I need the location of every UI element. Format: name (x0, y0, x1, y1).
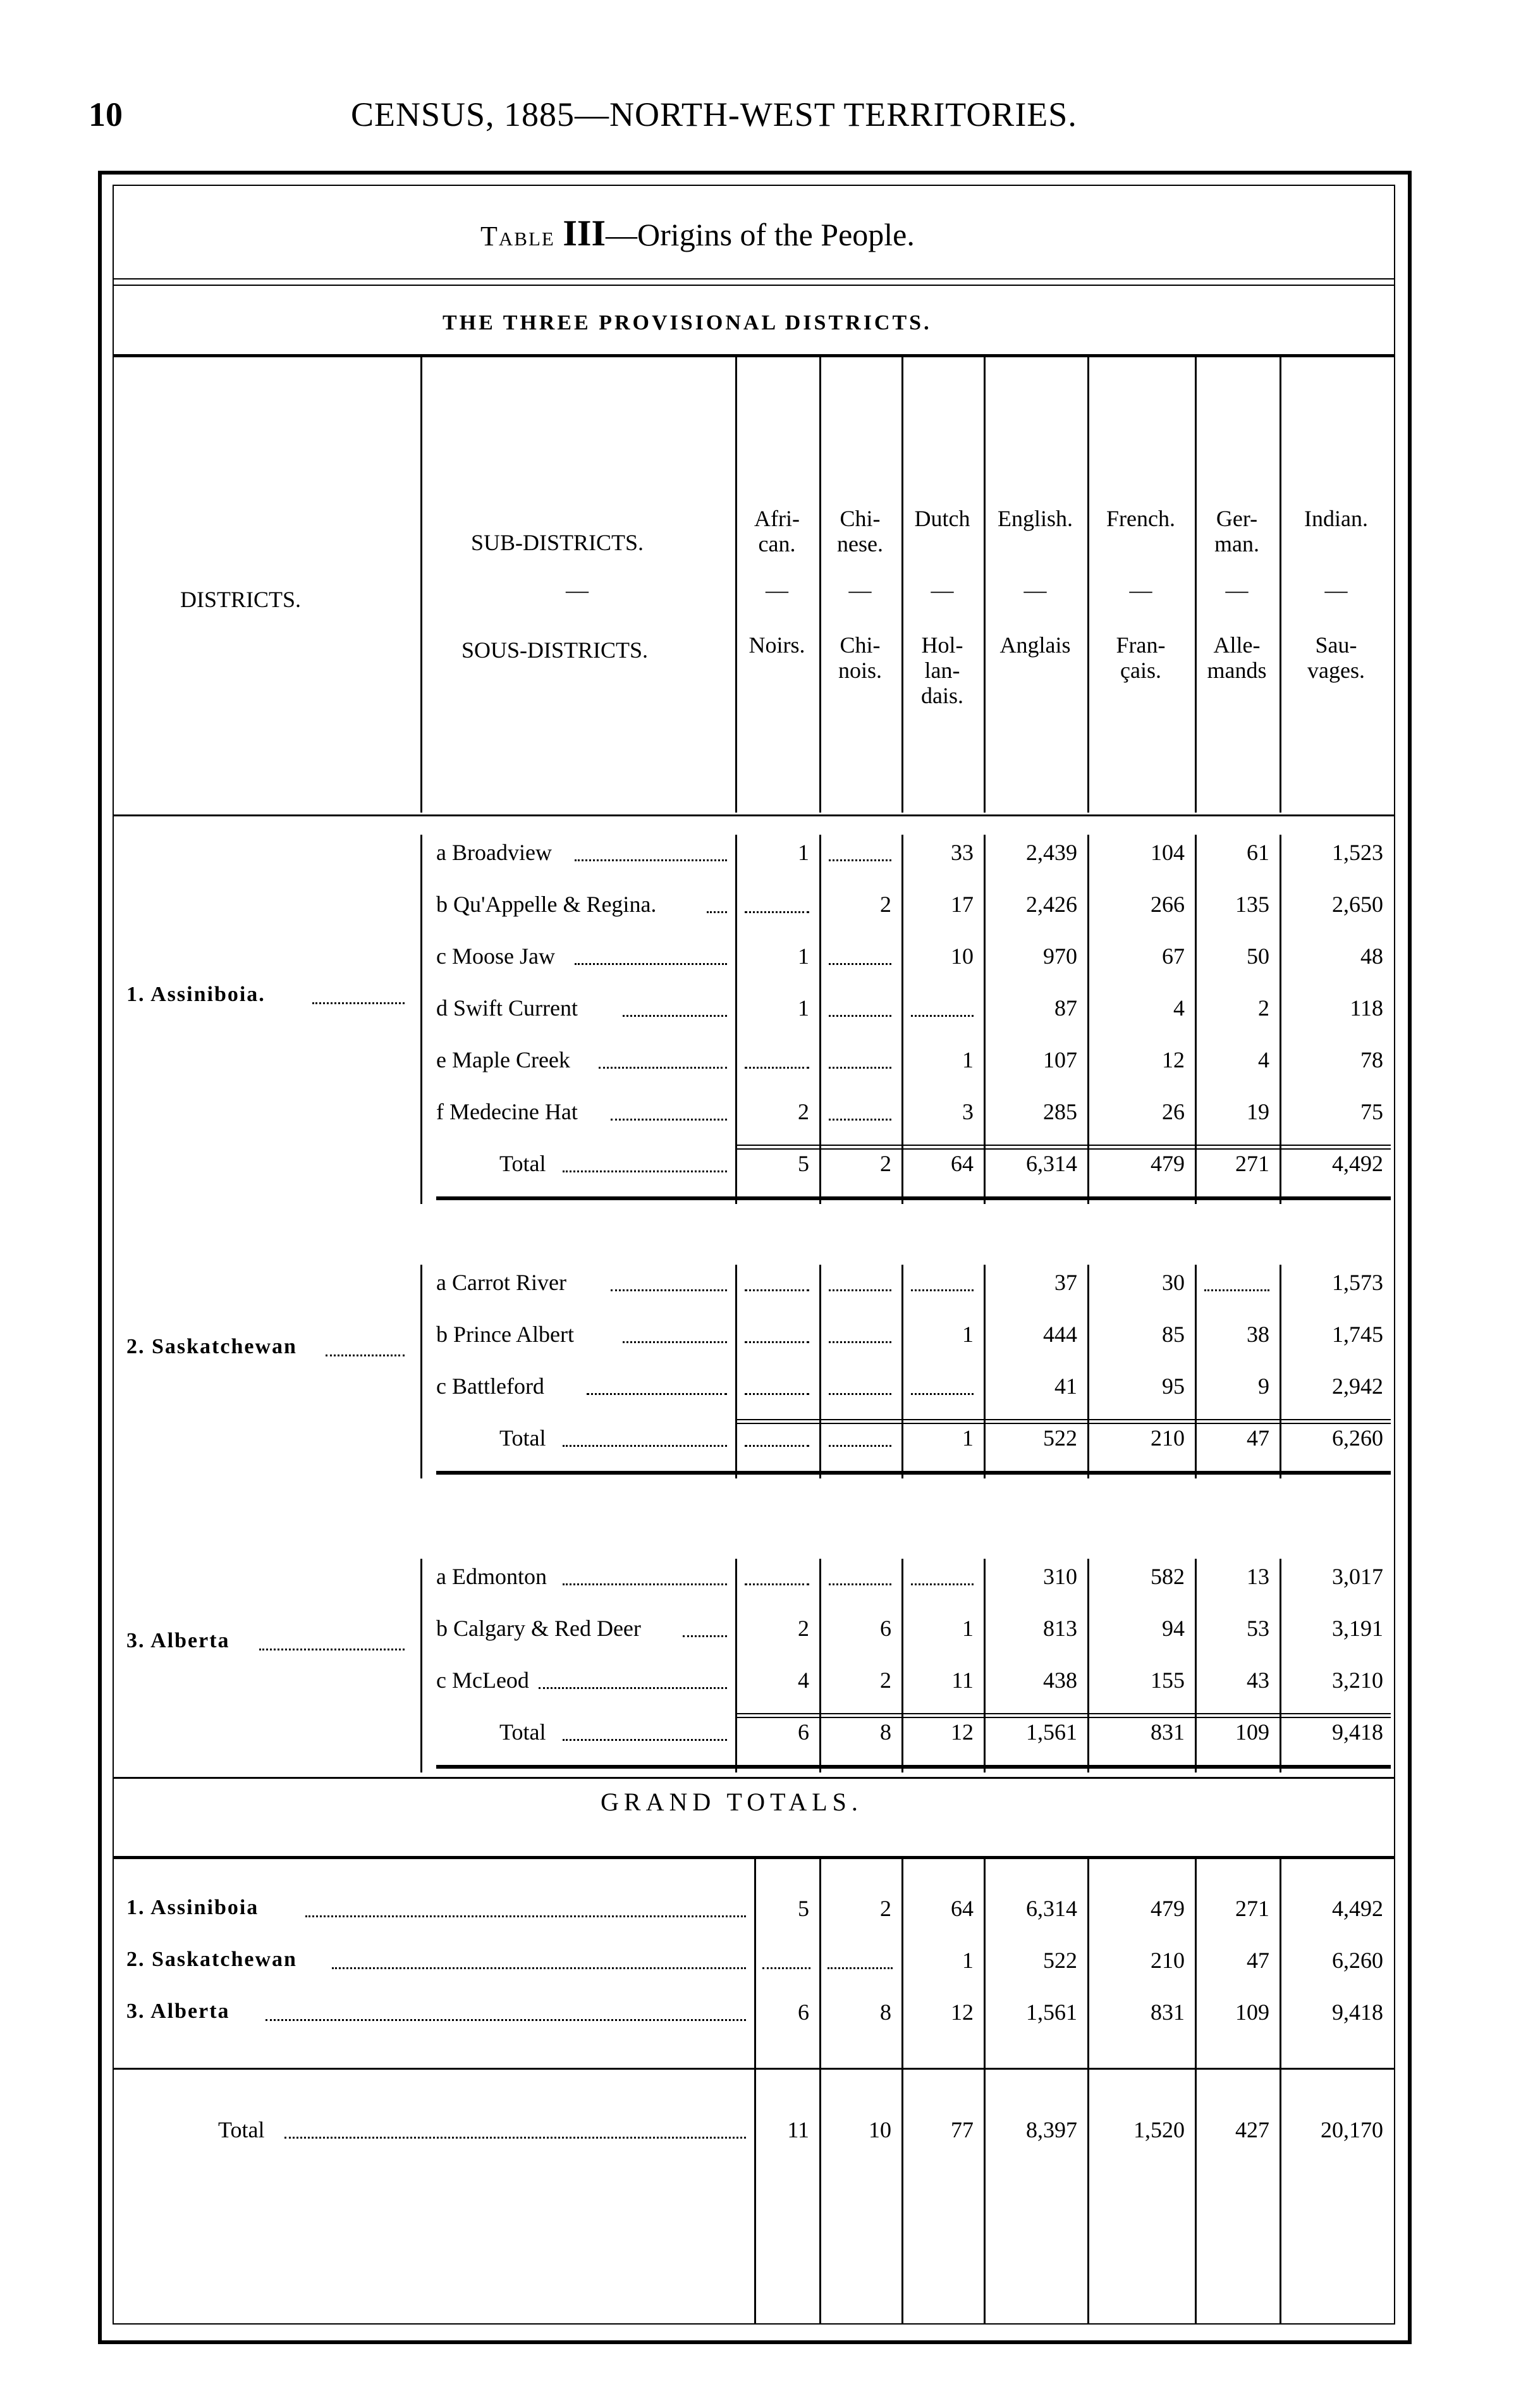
empty-cell-leader (911, 1014, 974, 1017)
grand-cell: 8 (880, 2000, 891, 2025)
empty-cell-leader (745, 1583, 809, 1585)
group-rule (436, 1196, 1391, 1200)
district-leader (326, 1354, 405, 1356)
table-cell: 438 (1043, 1668, 1077, 1693)
empty-cell-leader (829, 1583, 891, 1585)
total-leader (563, 1170, 727, 1172)
empty-cell-leader (745, 1066, 809, 1069)
table-cell: 67 (1162, 943, 1185, 969)
empty-cell-leader (828, 1967, 893, 1969)
table-cell: 13 (1247, 1564, 1269, 1589)
empty-cell-leader (829, 1066, 891, 1069)
table-cell: 970 (1043, 943, 1077, 969)
empty-cell-leader (829, 1118, 891, 1121)
col-header-dash: — (1129, 577, 1152, 603)
grand-cell: 9,418 (1332, 2000, 1383, 2025)
grand-cell: 2 (880, 1896, 891, 1921)
table-cell: 2 (880, 1151, 891, 1176)
district-brace (420, 1274, 422, 1469)
grand-cell: 1 (962, 1948, 974, 1973)
running-head: CENSUS, 1885—NORTH-WEST TERRITORIES. (351, 95, 1077, 133)
grand-column-rule (1195, 1859, 1197, 2324)
subdistrict-label: b Prince Albert (436, 1322, 574, 1347)
grand-cell: 427 (1235, 2117, 1269, 2142)
grand-cell: 831 (1151, 2000, 1185, 2025)
table-cell: 61 (1247, 840, 1269, 865)
col-header-en: Dutch (914, 506, 970, 531)
grand-cell: 64 (951, 1896, 974, 1921)
total-rule (737, 1713, 1391, 1714)
table-cell: 48 (1360, 943, 1383, 969)
table-cell: 1 (962, 1047, 974, 1072)
col-header-dash: — (1023, 577, 1047, 603)
table-cell: 1 (962, 1425, 974, 1451)
district-label: 2. Saskatchewan (126, 1335, 297, 1358)
table-cell: 1 (962, 1322, 974, 1347)
table-cell: 104 (1151, 840, 1185, 865)
table-cell: 87 (1054, 995, 1077, 1021)
col-header-fr: Fran- çais. (1116, 632, 1166, 683)
col-header-fr: Hol- lan- dais. (921, 632, 963, 708)
group-rule (436, 1765, 1391, 1769)
grand-row-label: 1. Assiniboia (126, 1896, 259, 1919)
table-cell: 8 (880, 1719, 891, 1745)
table-cell: 6,260 (1332, 1425, 1383, 1451)
empty-cell-leader (1204, 1289, 1269, 1291)
table-cell: 1,745 (1332, 1322, 1383, 1347)
subdistrict-label: b Calgary & Red Deer (436, 1616, 641, 1641)
table-title: Table III—Origins of the People. (480, 212, 915, 254)
grand-cell: 6 (798, 2000, 809, 2025)
grand-cell: 10 (869, 2117, 891, 2142)
grand-rule (113, 1856, 1395, 1859)
col-header-sub-dash: — (566, 577, 589, 603)
table-cell: 813 (1043, 1616, 1077, 1641)
empty-cell-leader (745, 1444, 809, 1447)
col-header-sub-en: SUB-DISTRICTS. (471, 530, 644, 555)
row-leader (683, 1635, 727, 1637)
empty-cell-leader (745, 1392, 809, 1395)
empty-cell-leader (829, 1341, 891, 1343)
table-cell: 53 (1247, 1616, 1269, 1641)
grand-row-label: 2. Saskatchewan (126, 1948, 297, 1971)
table-cell: 85 (1162, 1322, 1185, 1347)
table-cell: 47 (1247, 1425, 1269, 1451)
table-cell: 1,523 (1332, 840, 1383, 865)
table-cell: 64 (951, 1151, 974, 1176)
total-rule (737, 1423, 1391, 1424)
subdistrict-label: a Carrot River (436, 1270, 566, 1295)
total-leader (563, 1444, 727, 1447)
col-header-en: Indian. (1304, 506, 1368, 531)
col-header-fr: Anglais (999, 632, 1071, 658)
col-header-dash: — (1324, 577, 1348, 603)
district-leader (259, 1648, 405, 1650)
grand-cell: 479 (1151, 1896, 1185, 1921)
table-cell: 38 (1247, 1322, 1269, 1347)
empty-cell-leader (911, 1289, 974, 1291)
subdistrict-label: c Moose Jaw (436, 943, 555, 969)
col-header-districts: DISTRICTS. (180, 587, 302, 612)
table-cell: 107 (1043, 1047, 1077, 1072)
empty-cell-leader (829, 1444, 891, 1447)
total-label: Total (499, 1719, 546, 1745)
table-cell: 310 (1043, 1564, 1077, 1589)
row-leader (623, 1341, 727, 1343)
grand-cell: 20,170 (1321, 2117, 1383, 2142)
col-header-fr: Noirs. (748, 632, 805, 658)
table-cell: 2 (798, 1616, 809, 1641)
table-cell: 17 (951, 892, 974, 917)
grand-cell: 5 (798, 1896, 809, 1921)
grand-total-label: Total (218, 2117, 265, 2142)
col-header-en: French. (1106, 506, 1175, 531)
table-cell: 444 (1043, 1322, 1077, 1347)
table-cell: 479 (1151, 1151, 1185, 1176)
total-rule (737, 1148, 1391, 1150)
table-cell: 6 (880, 1616, 891, 1641)
table-cell: 3 (962, 1099, 974, 1124)
col-header-en: Afri- can. (754, 506, 800, 556)
subdistrict-label: e Maple Creek (436, 1047, 570, 1072)
col-header-dash: — (766, 577, 788, 603)
grand-row-leader (305, 1915, 746, 1917)
empty-cell-leader (745, 1341, 809, 1343)
row-leader (539, 1686, 727, 1689)
row-leader (707, 911, 727, 913)
table-cell: 266 (1151, 892, 1185, 917)
table-cell: 1 (798, 840, 809, 865)
table-cell: 43 (1247, 1668, 1269, 1693)
district-brace (420, 1568, 422, 1763)
col-header-fr: Chi- nois. (838, 632, 882, 683)
table-cell: 26 (1162, 1099, 1185, 1124)
total-rule (737, 1145, 1391, 1146)
total-label: Total (499, 1425, 546, 1451)
empty-cell-leader (829, 962, 891, 965)
col-header-en: Ger- man. (1214, 506, 1259, 556)
grand-cell: 210 (1151, 1948, 1185, 1973)
table-cell: 5 (798, 1151, 809, 1176)
row-leader (587, 1392, 727, 1395)
table-cell: 271 (1235, 1151, 1269, 1176)
table-cell: 9 (1258, 1373, 1269, 1399)
row-leader (575, 859, 727, 861)
table-cell: 118 (1350, 995, 1383, 1021)
table-subtitle: THE THREE PROVISIONAL DISTRICTS. (443, 311, 932, 335)
table-cell: 75 (1360, 1099, 1383, 1124)
table-cell: 3,210 (1332, 1668, 1383, 1693)
col-header-fr: Sau- vages. (1307, 632, 1365, 683)
table-cell: 19 (1247, 1099, 1269, 1124)
table-cell: 2 (798, 1099, 809, 1124)
empty-cell-leader (911, 1392, 974, 1395)
table-cell: 9,418 (1332, 1719, 1383, 1745)
table-cell: 210 (1151, 1425, 1185, 1451)
table-cell: 285 (1043, 1099, 1077, 1124)
table-cell: 3,191 (1332, 1616, 1383, 1641)
empty-cell-leader (911, 1583, 974, 1585)
table-cell: 4 (1258, 1047, 1269, 1072)
grand-cell: 11 (787, 2117, 809, 2142)
empty-cell-leader (829, 1392, 891, 1395)
table-cell: 6 (798, 1719, 809, 1745)
grand-column-rule (1087, 1859, 1089, 2324)
grand-cell: 4,492 (1332, 1896, 1383, 1921)
row-leader (563, 1583, 727, 1585)
col-header-dash: — (931, 577, 954, 603)
empty-cell-leader (762, 1967, 810, 1969)
grand-column-rule (754, 1859, 756, 2324)
table-cell: 1,561 (1026, 1719, 1077, 1745)
table-cell: 30 (1162, 1270, 1185, 1295)
grand-cell: 109 (1235, 2000, 1269, 2025)
column-rule (819, 1265, 821, 1478)
grand-rule (113, 1777, 1395, 1779)
table-cell: 155 (1151, 1668, 1185, 1693)
table-cell: 2,426 (1026, 892, 1077, 917)
table-cell: 2,650 (1332, 892, 1383, 917)
col-header-sub-fr: SOUS-DISTRICTS. (461, 637, 649, 663)
empty-cell-leader (829, 859, 891, 861)
grand-cell: 522 (1043, 1948, 1077, 1973)
total-leader (563, 1738, 727, 1741)
grand-cell: 12 (951, 2000, 974, 2025)
table-cell: 12 (951, 1719, 974, 1745)
table-cell: 4,492 (1332, 1151, 1383, 1176)
table-cell: 4 (798, 1668, 809, 1693)
subdistrict-label: a Broadview (436, 840, 552, 865)
grand-cell: 6,314 (1026, 1896, 1077, 1921)
grand-totals-title: GRAND TOTALS. (601, 1788, 863, 1816)
table-cell: 41 (1054, 1373, 1077, 1399)
column-rule (735, 1265, 737, 1478)
total-label: Total (499, 1151, 546, 1176)
page-number: 10 (89, 95, 123, 133)
empty-cell-leader (745, 1289, 809, 1291)
row-leader (623, 1014, 727, 1017)
grand-cell: 1,520 (1133, 2117, 1185, 2142)
total-rule (737, 1717, 1391, 1718)
table-cell: 11 (951, 1668, 974, 1693)
subdistrict-label: b Qu'Appelle & Regina. (436, 892, 657, 917)
table-cell: 3,017 (1332, 1564, 1383, 1589)
table-cell: 78 (1360, 1047, 1383, 1072)
grand-row-leader (266, 2018, 746, 2021)
grand-total-rule (113, 2068, 1395, 2070)
subdistrict-label: c Battleford (436, 1373, 544, 1399)
table-cell: 10 (951, 943, 974, 969)
table-cell: 95 (1162, 1373, 1185, 1399)
table-cell: 4 (1173, 995, 1185, 1021)
table-cell: 50 (1247, 943, 1269, 969)
subdistrict-label: c McLeod (436, 1668, 529, 1693)
table-cell: 1,573 (1332, 1270, 1383, 1295)
table-cell: 1 (798, 995, 809, 1021)
table-cell: 6,314 (1026, 1151, 1077, 1176)
table-cell: 94 (1162, 1616, 1185, 1641)
grand-column-rule (984, 1859, 986, 2324)
grand-cell: 8,397 (1026, 2117, 1077, 2142)
row-leader (599, 1066, 727, 1069)
table-cell: 1 (962, 1616, 974, 1641)
table-cell: 135 (1235, 892, 1269, 917)
subdistrict-label: d Swift Current (436, 995, 578, 1021)
row-leader (575, 962, 727, 965)
table-cell: 37 (1054, 1270, 1077, 1295)
grand-column-rule (901, 1859, 903, 2324)
col-header-en: Chi- nese. (837, 506, 883, 556)
district-label: 3. Alberta (126, 1629, 230, 1652)
grand-row-label: 3. Alberta (126, 2000, 230, 2023)
district-label: 1. Assiniboia. (126, 983, 266, 1006)
group-rule (436, 1471, 1391, 1475)
table-cell: 522 (1043, 1425, 1077, 1451)
subdistrict-label: f Medecine Hat (436, 1099, 578, 1124)
table-cell: 2 (1258, 995, 1269, 1021)
empty-cell-leader (829, 1289, 891, 1291)
table-cell: 2,942 (1332, 1373, 1383, 1399)
grand-column-rule (1280, 1859, 1281, 2324)
empty-cell-leader (829, 1014, 891, 1017)
table-cell: 33 (951, 840, 974, 865)
total-rule (737, 1419, 1391, 1420)
grand-cell: 77 (951, 2117, 974, 2142)
grand-column-rule (819, 1859, 821, 2324)
grand-cell: 271 (1235, 1896, 1269, 1921)
col-header-en: English. (997, 506, 1073, 531)
grand-cell: 1,561 (1026, 2000, 1077, 2025)
table-cell: 2 (880, 892, 891, 917)
grand-cell: 47 (1247, 1948, 1269, 1973)
table-cell: 1 (798, 943, 809, 969)
table-cell: 2 (880, 1668, 891, 1693)
district-brace (420, 844, 422, 1195)
col-header-dash: — (1225, 577, 1249, 603)
table-cell: 831 (1151, 1719, 1185, 1745)
grand-total-leader (284, 2136, 746, 2139)
col-header-dash: — (848, 577, 872, 603)
row-leader (611, 1289, 727, 1291)
table-cell: 582 (1151, 1564, 1185, 1589)
col-header-fr: Alle- mands (1207, 632, 1267, 683)
table-cell: 12 (1162, 1047, 1185, 1072)
district-leader (312, 1002, 405, 1004)
grand-cell: 6,260 (1332, 1948, 1383, 1973)
table-cell: 2,439 (1026, 840, 1077, 865)
grand-row-leader (332, 1967, 746, 1969)
empty-cell-leader (745, 911, 809, 913)
row-leader (611, 1118, 727, 1121)
table-cell: 109 (1235, 1719, 1269, 1745)
subdistrict-label: a Edmonton (436, 1564, 547, 1589)
